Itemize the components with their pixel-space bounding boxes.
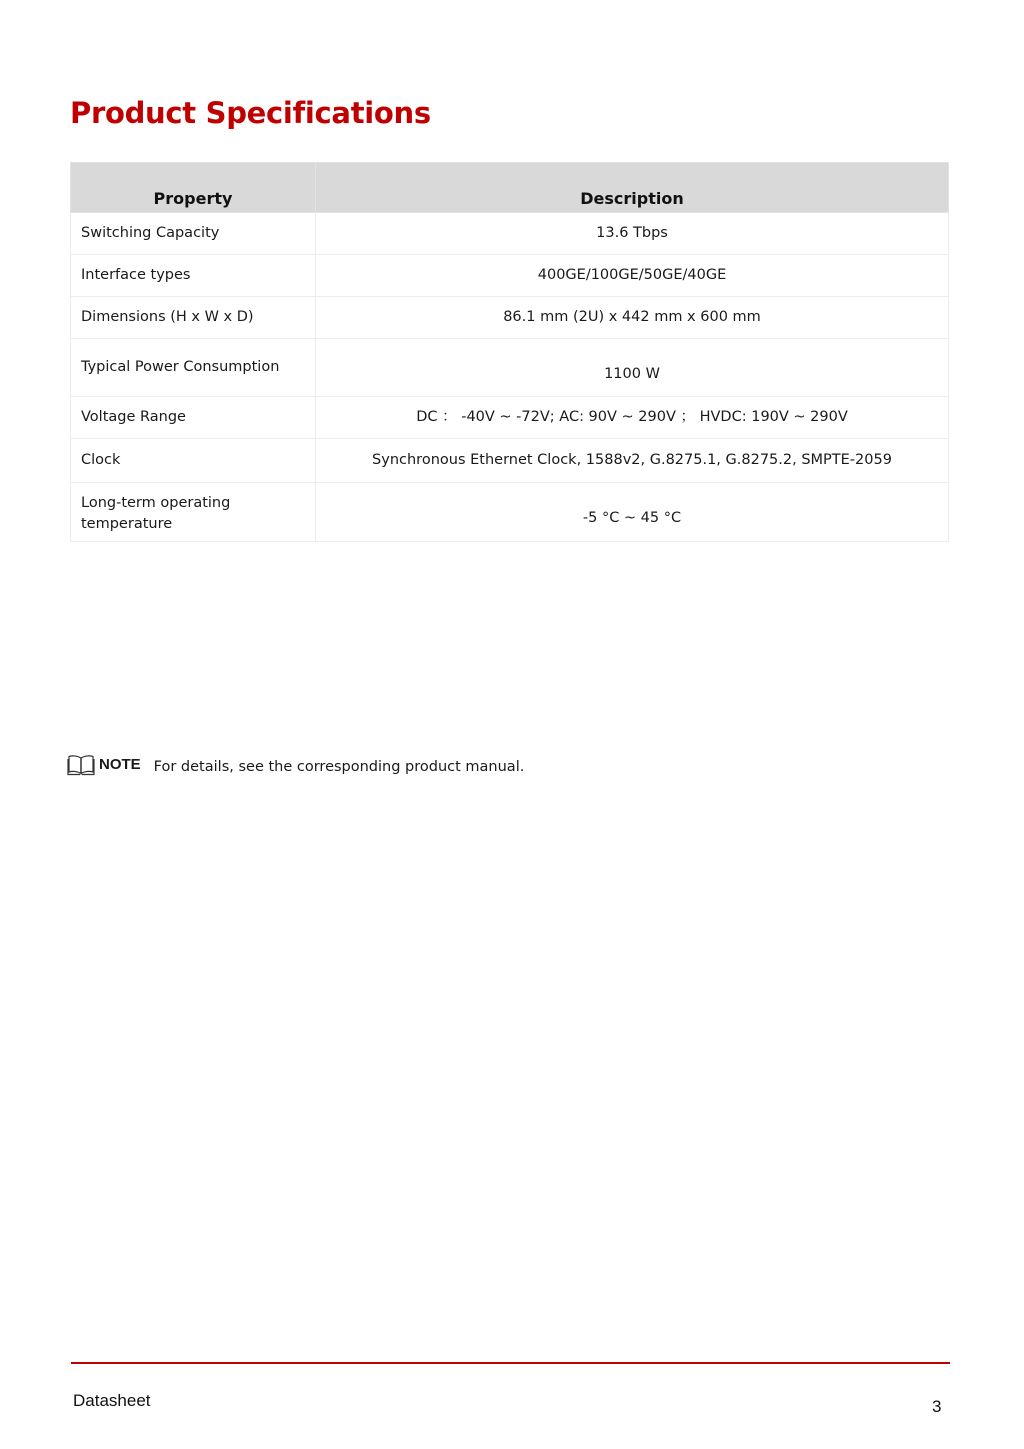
book-icon (67, 753, 95, 777)
table-header-row (71, 163, 949, 213)
row-property: Switching Capacity (71, 213, 316, 255)
row-description: 13.6 Tbps (316, 213, 949, 255)
table-row (71, 483, 949, 542)
footer-doc-type: Datasheet (73, 1391, 151, 1410)
page-title: Product Specifications (70, 96, 431, 130)
row-property: Long-term operating temperature (71, 483, 316, 542)
row-property: Voltage Range (71, 397, 316, 439)
row-property: Clock (71, 439, 316, 483)
row-property: Interface types (71, 255, 316, 297)
row-property: Typical Power Consumption (71, 339, 316, 397)
spec-table (70, 162, 949, 542)
note-block (67, 753, 524, 777)
table-row (71, 297, 949, 339)
table-row (71, 255, 949, 297)
row-description: 86.1 mm (2U) x 442 mm x 600 mm (316, 297, 949, 339)
table-row (71, 213, 949, 255)
page-number: 3 (932, 1397, 942, 1416)
note-text: For details, see the corresponding product manual. (153, 759, 525, 775)
table-row (71, 439, 949, 483)
row-description: 400GE/100GE/50GE/40GE (316, 255, 949, 297)
row-description: DC ： -40V ~ -72V; AC: 90V ~ 290V ； HVDC: 190V ~ 290V (316, 397, 949, 439)
header-property: Property (71, 163, 316, 213)
row-description: 1100 W (316, 339, 949, 397)
row-property: Dimensions (H x W x D) (71, 297, 316, 339)
header-description: Description (316, 163, 949, 213)
row-description: Synchronous Ethernet Clock, 1588v2, G.8275.1, G.8275.2, SMPTE-2059 (316, 439, 949, 483)
row-description: -5 °C ~ 45 °C (316, 483, 949, 542)
table-row (71, 339, 949, 397)
table-row (71, 397, 949, 439)
footer-divider (71, 1362, 950, 1364)
note-label: NOTE (99, 755, 141, 773)
